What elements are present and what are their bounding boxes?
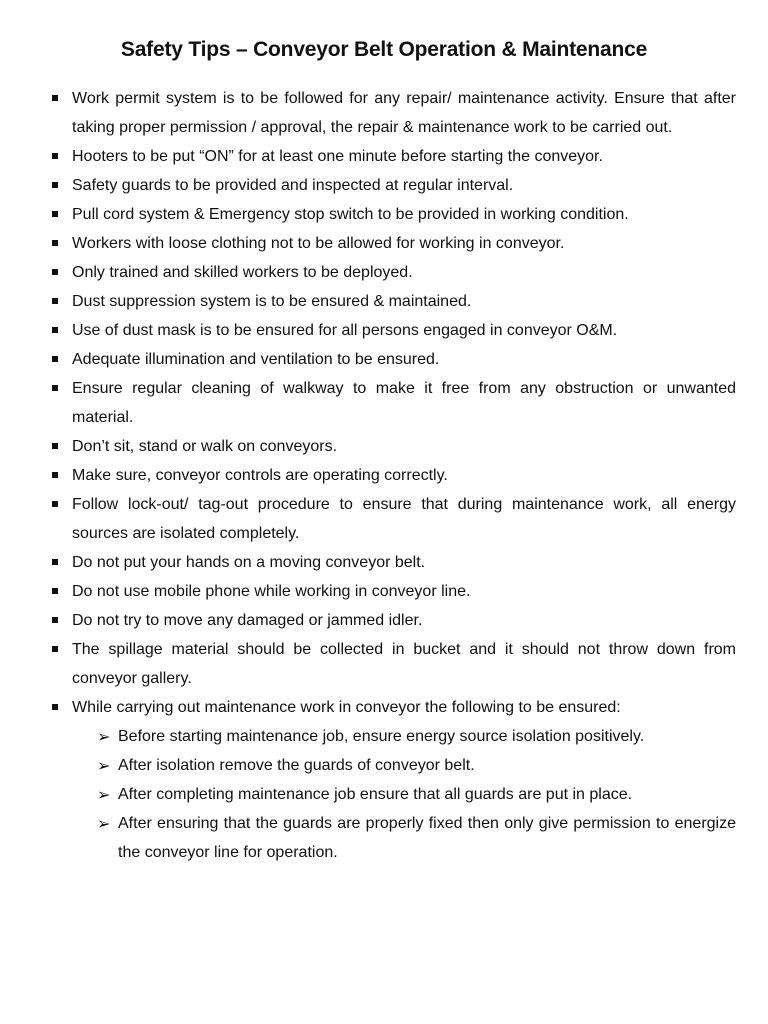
square-bullet-icon [52, 559, 58, 565]
safety-tips-list [72, 84, 736, 867]
square-bullet-icon [52, 617, 58, 623]
subtip-item [97, 780, 736, 809]
square-bullet-icon [52, 704, 58, 710]
tip-text: Use of dust mask is to be ensured for all persons engaged in conveyor O&M. [72, 322, 618, 339]
tip-item [72, 577, 736, 606]
tip-item [72, 171, 736, 200]
tip-item [72, 461, 736, 490]
tip-item [72, 316, 736, 345]
tip-text: Don’t sit, stand or walk on conveyors. [72, 438, 338, 455]
tip-item [72, 229, 736, 258]
tip-item [72, 84, 736, 142]
tip-text: Make sure, conveyor controls are operating correctly. [72, 467, 448, 484]
square-bullet-icon [52, 385, 58, 391]
square-bullet-icon [52, 211, 58, 217]
tip-item [72, 142, 736, 171]
arrowhead-bullet-icon: ➢ [97, 814, 111, 833]
subtip-text: After isolation remove the guards of conveyor belt. [118, 757, 475, 774]
tip-text: Pull cord system & Emergency stop switch to be provided in working condition. [72, 206, 629, 223]
tip-item [72, 374, 736, 432]
square-bullet-icon [52, 240, 58, 246]
arrowhead-bullet-icon: ➢ [97, 785, 111, 804]
tip-text: Dust suppression system is to be ensured & maintained. [72, 293, 472, 310]
square-bullet-icon [52, 501, 58, 507]
tip-text: Adequate illumination and ventilation to be ensured. [72, 351, 440, 368]
maintenance-subtips-list [72, 722, 736, 867]
square-bullet-icon [52, 327, 58, 333]
square-bullet-icon [52, 443, 58, 449]
square-bullet-icon [52, 356, 58, 362]
subtip-item [97, 751, 736, 780]
tip-item [72, 548, 736, 577]
document-title: Safety Tips – Conveyor Belt Operation & Maintenance [120, 38, 648, 61]
subtip-item [97, 722, 736, 751]
tip-item [72, 606, 736, 635]
tip-item [72, 200, 736, 229]
tip-text: Do not use mobile phone while working in conveyor line. [72, 583, 471, 600]
square-bullet-icon [52, 298, 58, 304]
square-bullet-icon [52, 95, 58, 101]
arrowhead-bullet-icon: ➢ [97, 727, 111, 746]
subtip-text: After ensuring that the guards are properly fixed then only give permission to energize the conveyor line for operation. [118, 815, 736, 861]
square-bullet-icon [52, 588, 58, 594]
tip-item [72, 693, 736, 867]
subtip-text: Before starting maintenance job, ensure energy source isolation positively. [118, 728, 645, 745]
tip-text: Hooters to be put “ON” for at least one minute before starting the conveyor. [72, 148, 603, 165]
tip-text: Ensure regular cleaning of walkway to make it free from any obstruction or unwanted material. [72, 380, 736, 426]
subtip-text: After completing maintenance job ensure that all guards are put in place. [118, 786, 633, 803]
tip-item [72, 258, 736, 287]
arrowhead-bullet-icon: ➢ [97, 756, 111, 775]
tip-item [72, 432, 736, 461]
tip-item [72, 345, 736, 374]
tip-text: Work permit system is to be followed for any repair/ maintenance activity. Ensure that after taking proper permission / approval, the repair & maintenance work to be carried out. [72, 90, 736, 136]
tip-text: Do not put your hands on a moving conveyor belt. [72, 554, 426, 571]
square-bullet-icon [52, 472, 58, 478]
square-bullet-icon [52, 182, 58, 188]
tip-text: Workers with loose clothing not to be allowed for working in conveyor. [72, 235, 565, 252]
tip-item [72, 490, 736, 548]
subtip-item [97, 809, 736, 867]
tip-item [72, 287, 736, 316]
tip-item [72, 635, 736, 693]
square-bullet-icon [52, 153, 58, 159]
tip-text: Only trained and skilled workers to be deployed. [72, 264, 413, 281]
tip-text: While carrying out maintenance work in conveyor the following to be ensured: [72, 699, 621, 716]
tip-text: Do not try to move any damaged or jammed idler. [72, 612, 423, 629]
square-bullet-icon [52, 269, 58, 275]
tip-text: Safety guards to be provided and inspected at regular interval. [72, 177, 514, 194]
tip-text: Follow lock-out/ tag-out procedure to ensure that during maintenance work, all energy sources are isolated completely. [72, 496, 736, 542]
square-bullet-icon [52, 646, 58, 652]
tip-text: The spillage material should be collected in bucket and it should not throw down from conveyor gallery. [72, 641, 736, 687]
